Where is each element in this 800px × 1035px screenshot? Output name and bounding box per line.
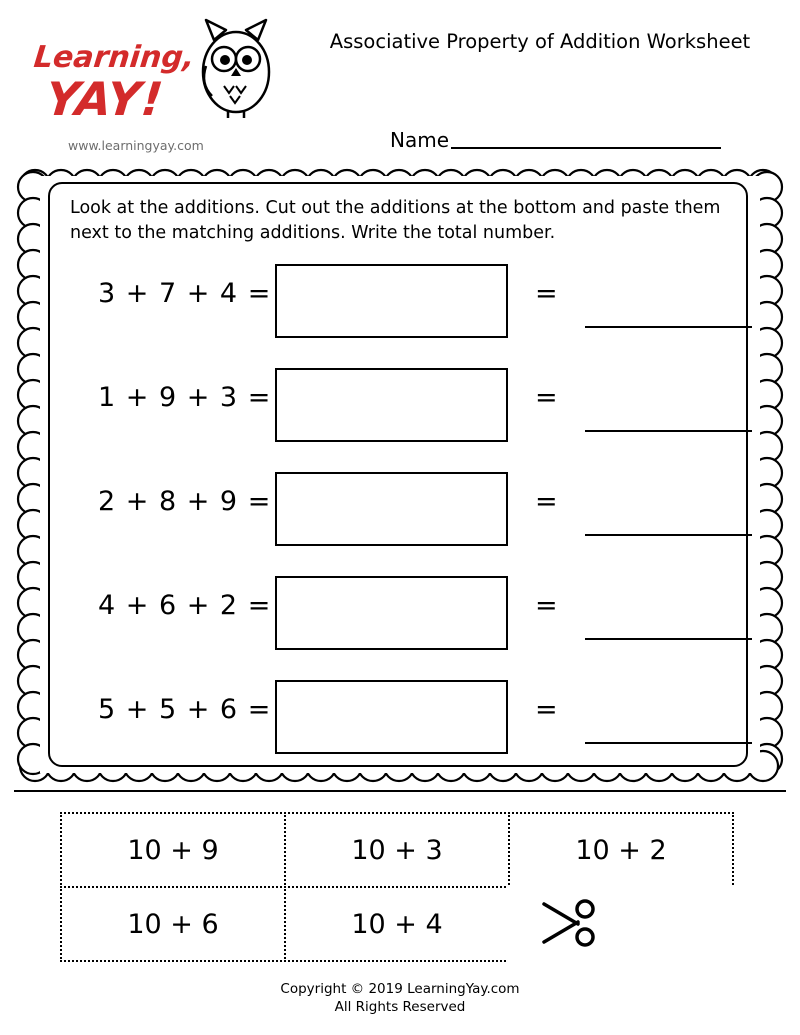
problem-paste-box[interactable] [275, 680, 508, 754]
problem-row [50, 360, 750, 464]
logo-text-yay: YAY! [43, 72, 167, 126]
problem-equals-sign: = [535, 694, 558, 725]
cutout-row [60, 886, 750, 960]
cut-divider-line [14, 790, 786, 792]
name-field-row [390, 128, 721, 152]
problem-paste-box[interactable] [275, 472, 508, 546]
problem-equals-sign: = [535, 278, 558, 309]
problem-expression: 1 + 9 + 3 = [98, 382, 272, 413]
name-input-line[interactable] [451, 131, 721, 149]
name-label: Name [390, 128, 450, 152]
problem-row [50, 464, 750, 568]
problem-equals-sign: = [535, 590, 558, 621]
cutout-cell[interactable]: 10 + 4 [284, 886, 510, 962]
cutout-cell[interactable]: 10 + 3 [284, 812, 510, 888]
logo-text-learning: Learning, [32, 40, 197, 75]
worksheet-inner-box [48, 182, 748, 767]
page-title: Associative Property of Addition Worksheet [329, 30, 751, 53]
problem-row [50, 672, 750, 776]
problem-expression: 5 + 5 + 6 = [98, 694, 272, 725]
problem-expression: 4 + 6 + 2 = [98, 590, 272, 621]
cutout-cell[interactable]: 10 + 6 [60, 886, 286, 962]
problem-equals-sign: = [535, 382, 558, 413]
page-footer [0, 980, 800, 1016]
owl-icon [186, 14, 286, 126]
problem-row [50, 256, 750, 360]
site-logo [28, 12, 298, 162]
logo-url-text: www.learningyay.com [68, 138, 204, 153]
copyright-line: Copyright © 2019 LearningYay.com [280, 981, 520, 997]
problem-answer-line[interactable] [585, 326, 752, 328]
problems-list [50, 256, 750, 776]
instructions-text: Look at the additions. Cut out the additions at the bottom and paste them next to the matching additions. Write the total number. [70, 198, 721, 243]
problem-paste-box[interactable] [275, 576, 508, 650]
problem-answer-line[interactable] [585, 638, 752, 640]
cutout-cell[interactable]: 10 + 9 [60, 812, 286, 888]
problem-answer-line[interactable] [585, 534, 752, 536]
cutout-cell[interactable]: 10 + 2 [508, 812, 734, 888]
problem-expression: 3 + 7 + 4 = [98, 278, 272, 309]
cutout-grid [60, 812, 750, 960]
cutout-row [60, 812, 750, 886]
scissors-icon [538, 894, 598, 952]
worksheet-frame [16, 168, 784, 783]
problem-expression: 2 + 8 + 9 = [98, 486, 272, 517]
problem-paste-box[interactable] [275, 368, 508, 442]
problem-paste-box[interactable] [275, 264, 508, 338]
cutout-cell-empty [508, 886, 734, 962]
problem-row [50, 568, 750, 672]
problem-answer-line[interactable] [585, 742, 752, 744]
problem-equals-sign: = [535, 486, 558, 517]
problem-answer-line[interactable] [585, 430, 752, 432]
page-header [0, 0, 800, 170]
rights-line: All Rights Reserved [334, 999, 466, 1016]
